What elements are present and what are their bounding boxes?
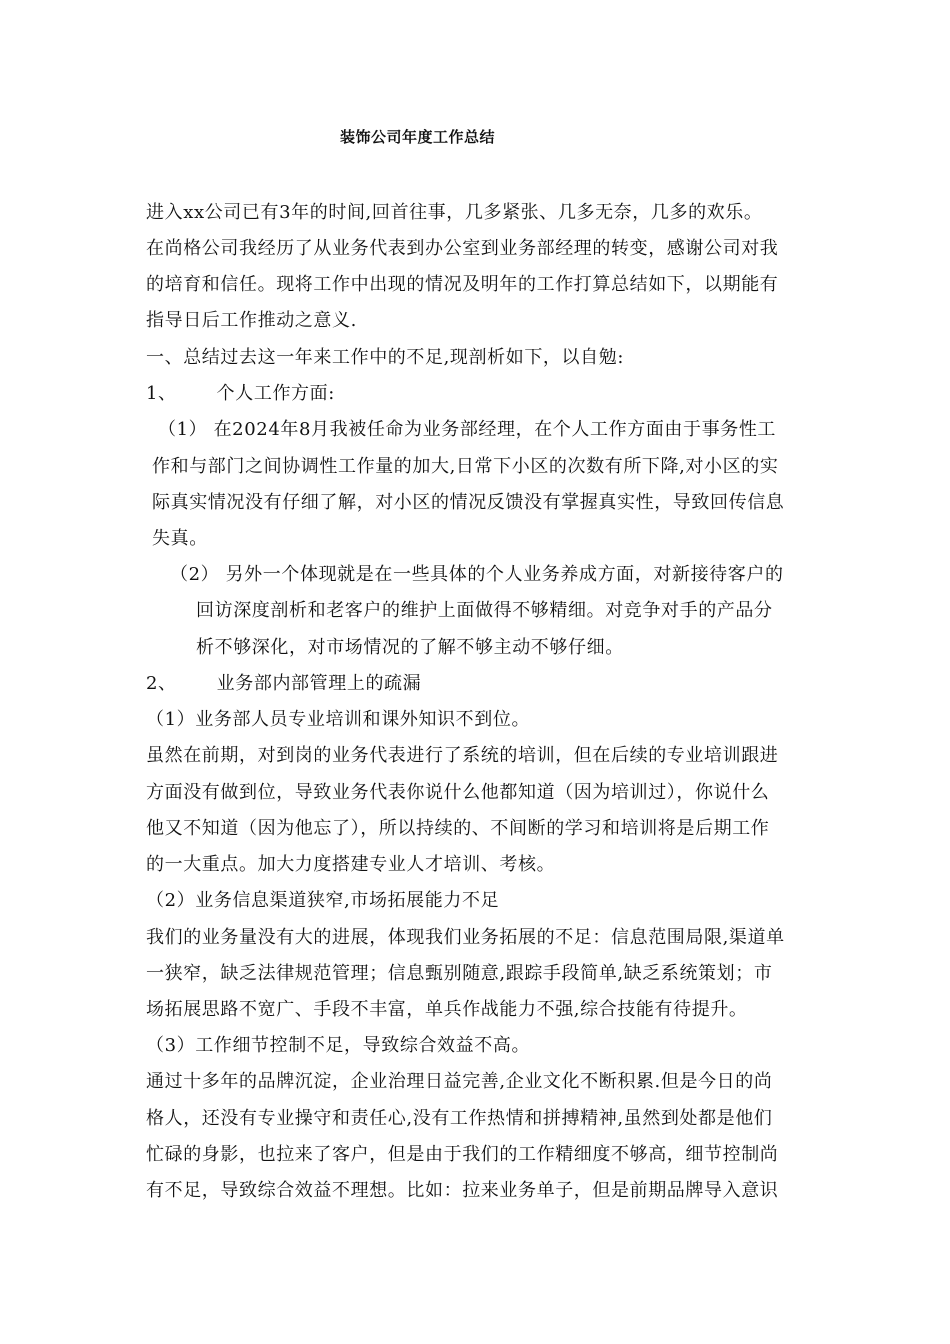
subsection-number: 1、: [146, 383, 177, 404]
paragraph-line: 忙碌的身影，也拉来了客户，但是由于我们的工作精细度不够高，细节控制尚: [146, 1144, 779, 1165]
paragraph-line: 进入xx公司已有3年的时间,回首往事，几多紧张、几多无奈，几多的欢乐。: [146, 202, 763, 223]
paragraph-line: 场拓展思路不宽广、手段不丰富，单兵作战能力不强,综合技能有待提升。: [146, 999, 748, 1020]
paragraph-line: 在尚格公司我经历了从业务代表到办公室到业务部经理的转变，感谢公司对我: [146, 238, 779, 259]
item-line: （2） 另外一个体现就是在一些具体的个人业务养成方面，对新接待客户的: [170, 564, 784, 585]
paragraph-line: 方面没有做到位，导致业务代表你说什么他都知道（因为培训过），你说什么: [146, 782, 770, 803]
item-heading: （2）业务信息渠道狭窄,市场拓展能力不足: [146, 890, 500, 911]
paragraph-line: 格人，还没有专业操守和责任心,没有工作热情和拼搏精神,虽然到处都是他们: [146, 1108, 773, 1129]
paragraph-line: 他又不知道（因为他忘了），所以持续的、不间断的学习和培训将是后期工作: [146, 818, 770, 839]
item-line: 析不够深化，对市场情况的了解不够主动不够仔细。: [196, 637, 624, 658]
subsection-heading: [146, 672, 421, 696]
subsection-title: 个人工作方面:: [216, 383, 335, 404]
paragraph-line: 有不足，导致综合效益不理想。比如：拉来业务单子，但是前期品牌导入意识: [146, 1180, 779, 1201]
paragraph-line: 我们的业务量没有大的进展，体现我们业务拓展的不足：信息范围局限,渠道单: [146, 927, 785, 948]
section-heading: 一、总结过去这一年来工作中的不足,现剖析如下，以自勉:: [146, 347, 624, 368]
subsection-heading: [146, 382, 335, 406]
item-line: 失真。: [152, 528, 208, 549]
item-line: 作和与部门之间协调性工作量的加大,日常下小区的次数有所下降,对小区的实: [152, 456, 779, 477]
item-heading: （1）业务部人员专业培训和课外知识不到位。: [146, 709, 531, 730]
paragraph-line: 虽然在前期，对到岗的业务代表进行了系统的培训，但在后续的专业培训跟进: [146, 745, 779, 766]
paragraph-line: 通过十多年的品牌沉淀，企业治理日益完善,企业文化不断积累.但是今日的尚: [146, 1071, 773, 1092]
item-line: （1） 在2024年8月我被任命为业务部经理，在个人工作方面由于事务性工: [158, 419, 777, 440]
document-title: 装饰公司年度工作总结: [340, 128, 496, 146]
paragraph-line: 指导日后工作推动之意义.: [146, 310, 357, 331]
item-heading: （3）工作细节控制不足，导致综合效益不高。: [146, 1035, 531, 1056]
subsection-title: 业务部内部管理上的疏漏: [216, 673, 422, 694]
paragraph-line: 的一大重点。加大力度搭建专业人才培训、考核。: [146, 854, 556, 875]
subsection-number: 2、: [146, 673, 177, 694]
item-line: 回访深度剖析和老客户的维护上面做得不够精细。对竞争对手的产品分: [196, 600, 773, 621]
item-line: 际真实情况没有仔细了解，对小区的情况反馈没有掌握真实性，导致回传信息: [152, 492, 785, 513]
paragraph-line: 一狭窄，缺乏法律规范管理；信息甄别随意,跟踪手段简单,缺乏系统策划；市: [146, 963, 773, 984]
paragraph-line: 的培育和信任。现将工作中出现的情况及明年的工作打算总结如下，以期能有: [146, 274, 779, 295]
